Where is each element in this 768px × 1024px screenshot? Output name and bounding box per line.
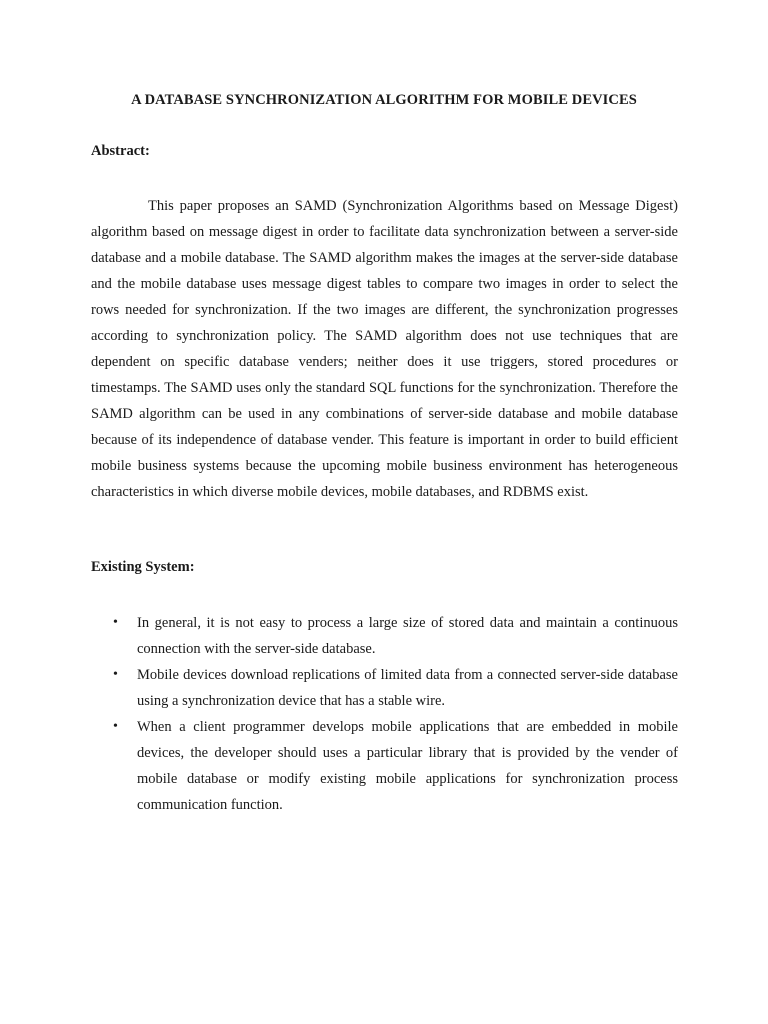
existing-system-list <box>91 610 678 818</box>
list-item-text: In general, it is not easy to process a large size of stored data and maintain a continuous connection with the server-side database. <box>137 615 678 657</box>
abstract-heading: Abstract: <box>91 143 150 159</box>
list-item <box>91 714 678 818</box>
bullet-icon: • <box>113 615 118 630</box>
existing-system-heading: Existing System: <box>91 559 195 575</box>
abstract-paragraph: This paper proposes an SAMD (Synchronization Algorithms based on Message Digest) algorithm based on message digest in order to facilitate data synchronization between a server-side database and a mobile database. The SAMD algorithm makes the images at the server-side database and the mobile database uses message digest tables to compare two images in order to select the rows needed for synchronization. If the two images are different, the synchronization progresses according to synchronization policy. The SAMD algorithm does not use techniques that are dependent on specific database venders; neither does it use triggers, stored procedures or timestamps. The SAMD uses only the standard SQL functions for the synchronization. Therefore the SAMD algorithm can be used in any combinations of server-side database and mobile database because of its independence of database vender. This feature is important in order to build efficient mobile business systems because the upcoming mobile business environment has heterogeneous characteristics in which diverse mobile devices, mobile databases, and RDBMS exist. <box>91 198 678 500</box>
document-title: A DATABASE SYNCHRONIZATION ALGORITHM FOR MOBILE DEVICES <box>131 92 637 108</box>
list-item-text: Mobile devices download replications of limited data from a connected server-side database using a synchronization device that has a stable wire. <box>137 667 678 709</box>
bullet-icon: • <box>113 719 118 734</box>
list-item <box>91 610 678 662</box>
list-item <box>91 662 678 714</box>
list-item-text: When a client programmer develops mobile applications that are embedded in mobile devices, the developer should uses a particular library that is provided by the vender of mobile database or modify existing mobile applications for synchronization process communication function. <box>137 719 678 813</box>
bullet-icon: • <box>113 667 118 682</box>
